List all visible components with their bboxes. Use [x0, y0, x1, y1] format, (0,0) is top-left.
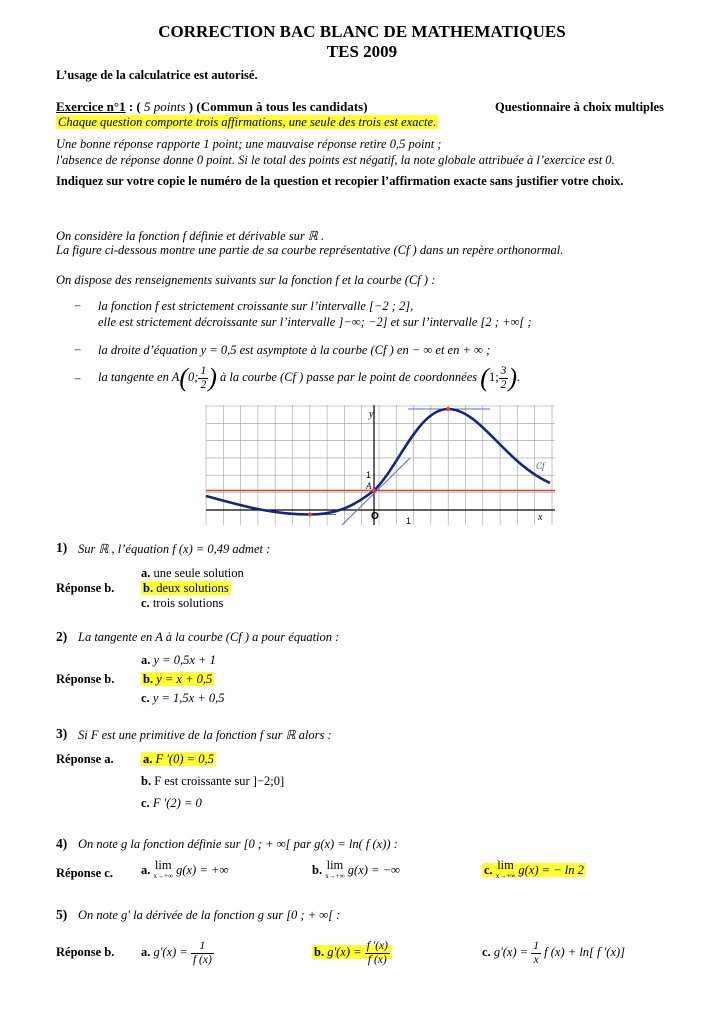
bullet-3-mid: à la courbe (Cf ) passe par le point de coordonnées [220, 370, 478, 384]
bullet-1a: la fonction f est strictement croissante sur l’intervalle [−2 ; 2], [98, 299, 414, 313]
q5-choice-c: c. g'(x) = $\frac{1}{x}$ f (x) + ln[ f '(x)] [482, 939, 626, 966]
q1-choice-b: b. deux solutions [143, 581, 229, 595]
q1-text: Sur ℝ , l’équation f (x) = 0,49 admet : [78, 542, 271, 556]
point-min [308, 513, 312, 517]
frac-num: 1 [200, 364, 207, 377]
function-graph [200, 403, 560, 528]
context-line-2: La figure ci-dessous montre une partie de sa courbe représentative (Cf ) dans un repère orthonormal. [56, 243, 564, 257]
bullet-2: la droite d’équation y = 0,5 est asymptote à la courbe (Cf ) en − ∞ et en + ∞ ; [98, 343, 491, 357]
label-y: y [369, 409, 374, 420]
q3-choice-b: b. F est croissante sur ]−2;0] [141, 774, 285, 788]
instruction: Indiquez sur votre copie le numéro de la question et recopier l’affirmation exacte sans justifier votre choix. [56, 174, 624, 188]
frac-den-b: 2 [500, 378, 507, 391]
bullet-dash-2: − [74, 343, 82, 357]
q5-answer: Réponse b. [56, 945, 115, 959]
exercise-heading [56, 99, 368, 115]
label-origin: O [371, 511, 379, 522]
page-title: CORRECTION BAC BLANC DE MATHEMATIQUES [158, 22, 566, 41]
q1-choice-a: a. une seule solution [141, 566, 244, 580]
label-one-y: 1 [366, 470, 372, 480]
q2-answer: Réponse b. [56, 672, 115, 686]
point-max [446, 407, 450, 411]
lim-word: lim [154, 858, 172, 872]
point-a [372, 488, 376, 492]
label-one-x: 1 [406, 516, 412, 526]
q1-number: 1) [56, 540, 68, 555]
q4-text: On note g la fonction définie sur [0 ; + ∞[ par g(x) = ln( f (x)) : [78, 837, 398, 851]
exercise-label: Exercice n°1 [56, 99, 126, 114]
q1-choice-c: c. trois solutions [141, 596, 224, 610]
q5-choice-a: a. g'(x) = $\frac{1}{f (x)}$ [141, 939, 212, 966]
qcm-label: Questionnaire à choix multiples [495, 100, 664, 114]
q5-text: On note g' la dérivée de la fonction g sur [0 ; + ∞[ : [78, 908, 341, 922]
q3-choice-c: c. F '(2) = 0 [141, 796, 202, 810]
bullet-1b: elle est strictement décroissante sur l’intervalle ]−∞; −2] et sur l’intervalle [2 ; +∞[ ; [98, 315, 532, 329]
label-cf: Cf [536, 461, 545, 471]
q2-choice-c: c. y = 1,5x + 0,5 [141, 691, 225, 705]
point-b-coord: 1; [488, 370, 499, 384]
context-line-1: On considère la fonction f définie et dérivable sur ℝ . [56, 229, 325, 243]
q4-choice-c: c. lim x→+∞ g(x) = − ln 2 [484, 858, 584, 880]
exercise-intro: Chaque question comporte trois affirmations, une seule des trois est exacte. [58, 115, 437, 129]
scoring-line-2: l'absence de réponse donne 0 point. Si le total des points est négatif, la note globale attribuée à l’exercice est 0. [56, 153, 615, 167]
exercise-sep: : ( [125, 99, 144, 114]
q1-answer: Réponse b. [56, 581, 115, 595]
bullet-dash-1: − [74, 299, 82, 313]
label-a: A [366, 481, 372, 491]
q3-answer: Réponse a. [56, 752, 114, 766]
q3-choice-a: a. F '(0) = 0,5 [143, 752, 214, 766]
graph-grid [206, 405, 555, 525]
bullet-3: la tangente en A(0; $\frac{1}{2}$ ) à la courbe (Cf ) passe par le point de coordonnées (1; $\frac{3}{2}$ ). [98, 363, 521, 393]
q2-text: La tangente en A à la courbe (Cf ) a pour équation : [78, 630, 340, 644]
q3-text: Si F est une primitive de la fonction f sur ℝ alors : [78, 728, 332, 742]
q5-choice-b: b. g'(x) = $\frac{f '(x)}{f (x)}$ [312, 945, 392, 959]
q4-answer: Réponse c. [56, 866, 113, 880]
q2-choice-b: b. y = x + 0,5 [143, 672, 213, 686]
label-x: x [538, 512, 543, 523]
point-a-coord: 0; [188, 370, 199, 384]
q2-choice-a: a. y = 0,5x + 1 [141, 653, 216, 667]
q4-choice-a: a. lim x→+∞ g(x) = +∞ [141, 858, 229, 880]
context-line-3: On dispose des renseignements suivants sur la fonction f et la courbe (Cf ) : [56, 273, 436, 287]
calculator-note: L’usage de la calculatrice est autorisé. [56, 68, 258, 82]
q4-number: 4) [56, 836, 68, 851]
q2-number: 2) [56, 629, 68, 644]
frac-num-b: 3 [500, 364, 507, 377]
exercise-points: 5 points [144, 99, 186, 114]
q5-number: 5) [56, 907, 68, 922]
page-subtitle: TES 2009 [326, 42, 398, 61]
exercise-common: ) (Commun à tous les candidats) [185, 99, 368, 114]
q3-number: 3) [56, 726, 68, 741]
scoring-line-1: Une bonne réponse rapporte 1 point; une mauvaise réponse retire 0,5 point ; [56, 137, 442, 151]
bullet-dash-3: − [74, 372, 82, 386]
frac-den: 2 [200, 378, 207, 391]
q4-choice-b: b. lim x→+∞ g(x) = −∞ [312, 858, 400, 880]
bullet-3-pre: la tangente en A [98, 370, 180, 384]
